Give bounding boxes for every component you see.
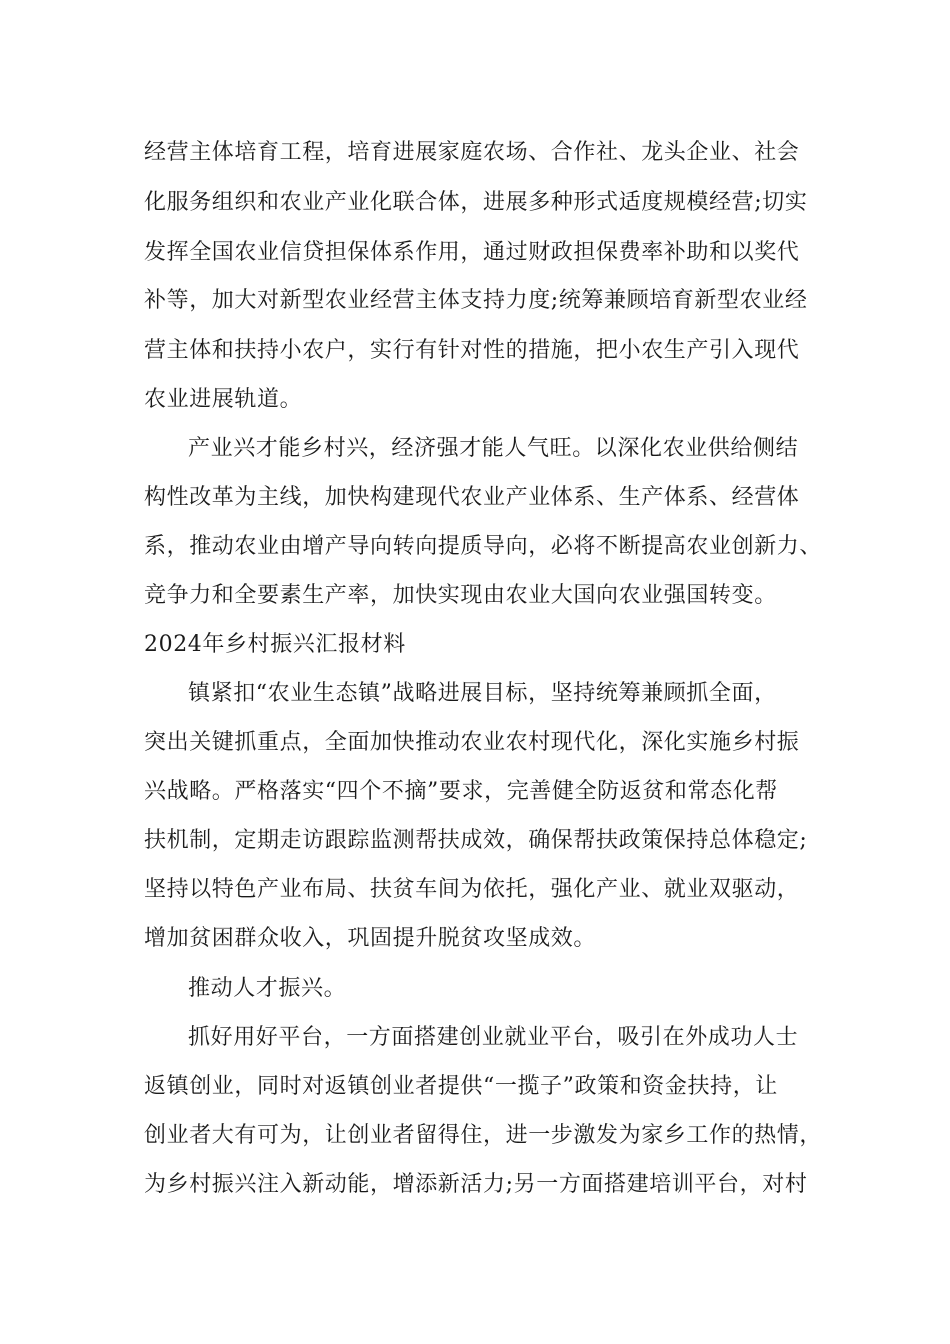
paragraph-line: 化服务组织和农业产业化联合体，进展多种形式适度规模经营;切实 <box>144 190 808 215</box>
paragraph-line: 经营主体培育工程，培育进展家庭农场、合作社、龙头企业、社会 <box>144 140 800 165</box>
paragraph-line: 推动人才振兴。 <box>188 976 347 1001</box>
paragraph-line: 增加贫困群众收入，巩固提升脱贫攻坚成效。 <box>144 926 597 951</box>
paragraph-line: 发挥全国农业信贷担保体系作用，通过财政担保费率补助和以奖代 <box>144 240 800 265</box>
paragraph-line: 镇紧扣“农业生态镇”战略进展目标，坚持统筹兼顾抓全面， <box>188 681 777 706</box>
paragraph-line: 营主体和扶持小农户，实行有针对性的措施，把小农生产引入现代 <box>144 338 800 363</box>
paragraph-line: 构性改革为主线，加快构建现代农业产业体系、生产体系、经营体 <box>144 485 800 510</box>
paragraph-line: 系，推动农业由增产导向转向提质导向，必将不断提高农业创新力、 <box>144 534 823 559</box>
paragraph-line: 创业者大有可为，让创业者留得住，进一步激发为家乡工作的热情， <box>144 1123 823 1148</box>
paragraph-line: 竞争力和全要素生产率，加快实现由农业大国向农业强国转变。 <box>144 583 777 608</box>
paragraph-line: 农业进展轨道。 <box>144 387 303 412</box>
paragraph-line: 突出关键抓重点，全面加快推动农业农村现代化，深化实施乡村振 <box>144 730 800 755</box>
paragraph-line: 补等，加大对新型农业经营主体支持力度;统筹兼顾培育新型农业经 <box>144 288 808 313</box>
section-title: 2024年乡村振兴汇报材料 <box>144 632 406 657</box>
paragraph-line: 扶机制，定期走访跟踪监测帮扶成效，确保帮扶政策保持总体稳定; <box>144 828 808 853</box>
paragraph-line: 返镇创业，同时对返镇创业者提供“一揽子”政策和资金扶持，让 <box>144 1074 778 1099</box>
paragraph-line: 抓好用好平台，一方面搭建创业就业平台，吸引在外成功人士 <box>188 1025 799 1050</box>
paragraph-line: 坚持以特色产业布局、扶贫车间为依托，强化产业、就业双驱动， <box>144 877 800 902</box>
paragraph-line: 兴战略。严格落实“四个不摘”要求，完善健全防返贫和常态化帮 <box>144 779 778 804</box>
paragraph-line: 为乡村振兴注入新动能，增添新活力;另一方面搭建培训平台，对村 <box>144 1172 808 1197</box>
paragraph-line: 产业兴才能乡村兴，经济强才能人气旺。以深化农业供给侧结 <box>188 436 799 461</box>
